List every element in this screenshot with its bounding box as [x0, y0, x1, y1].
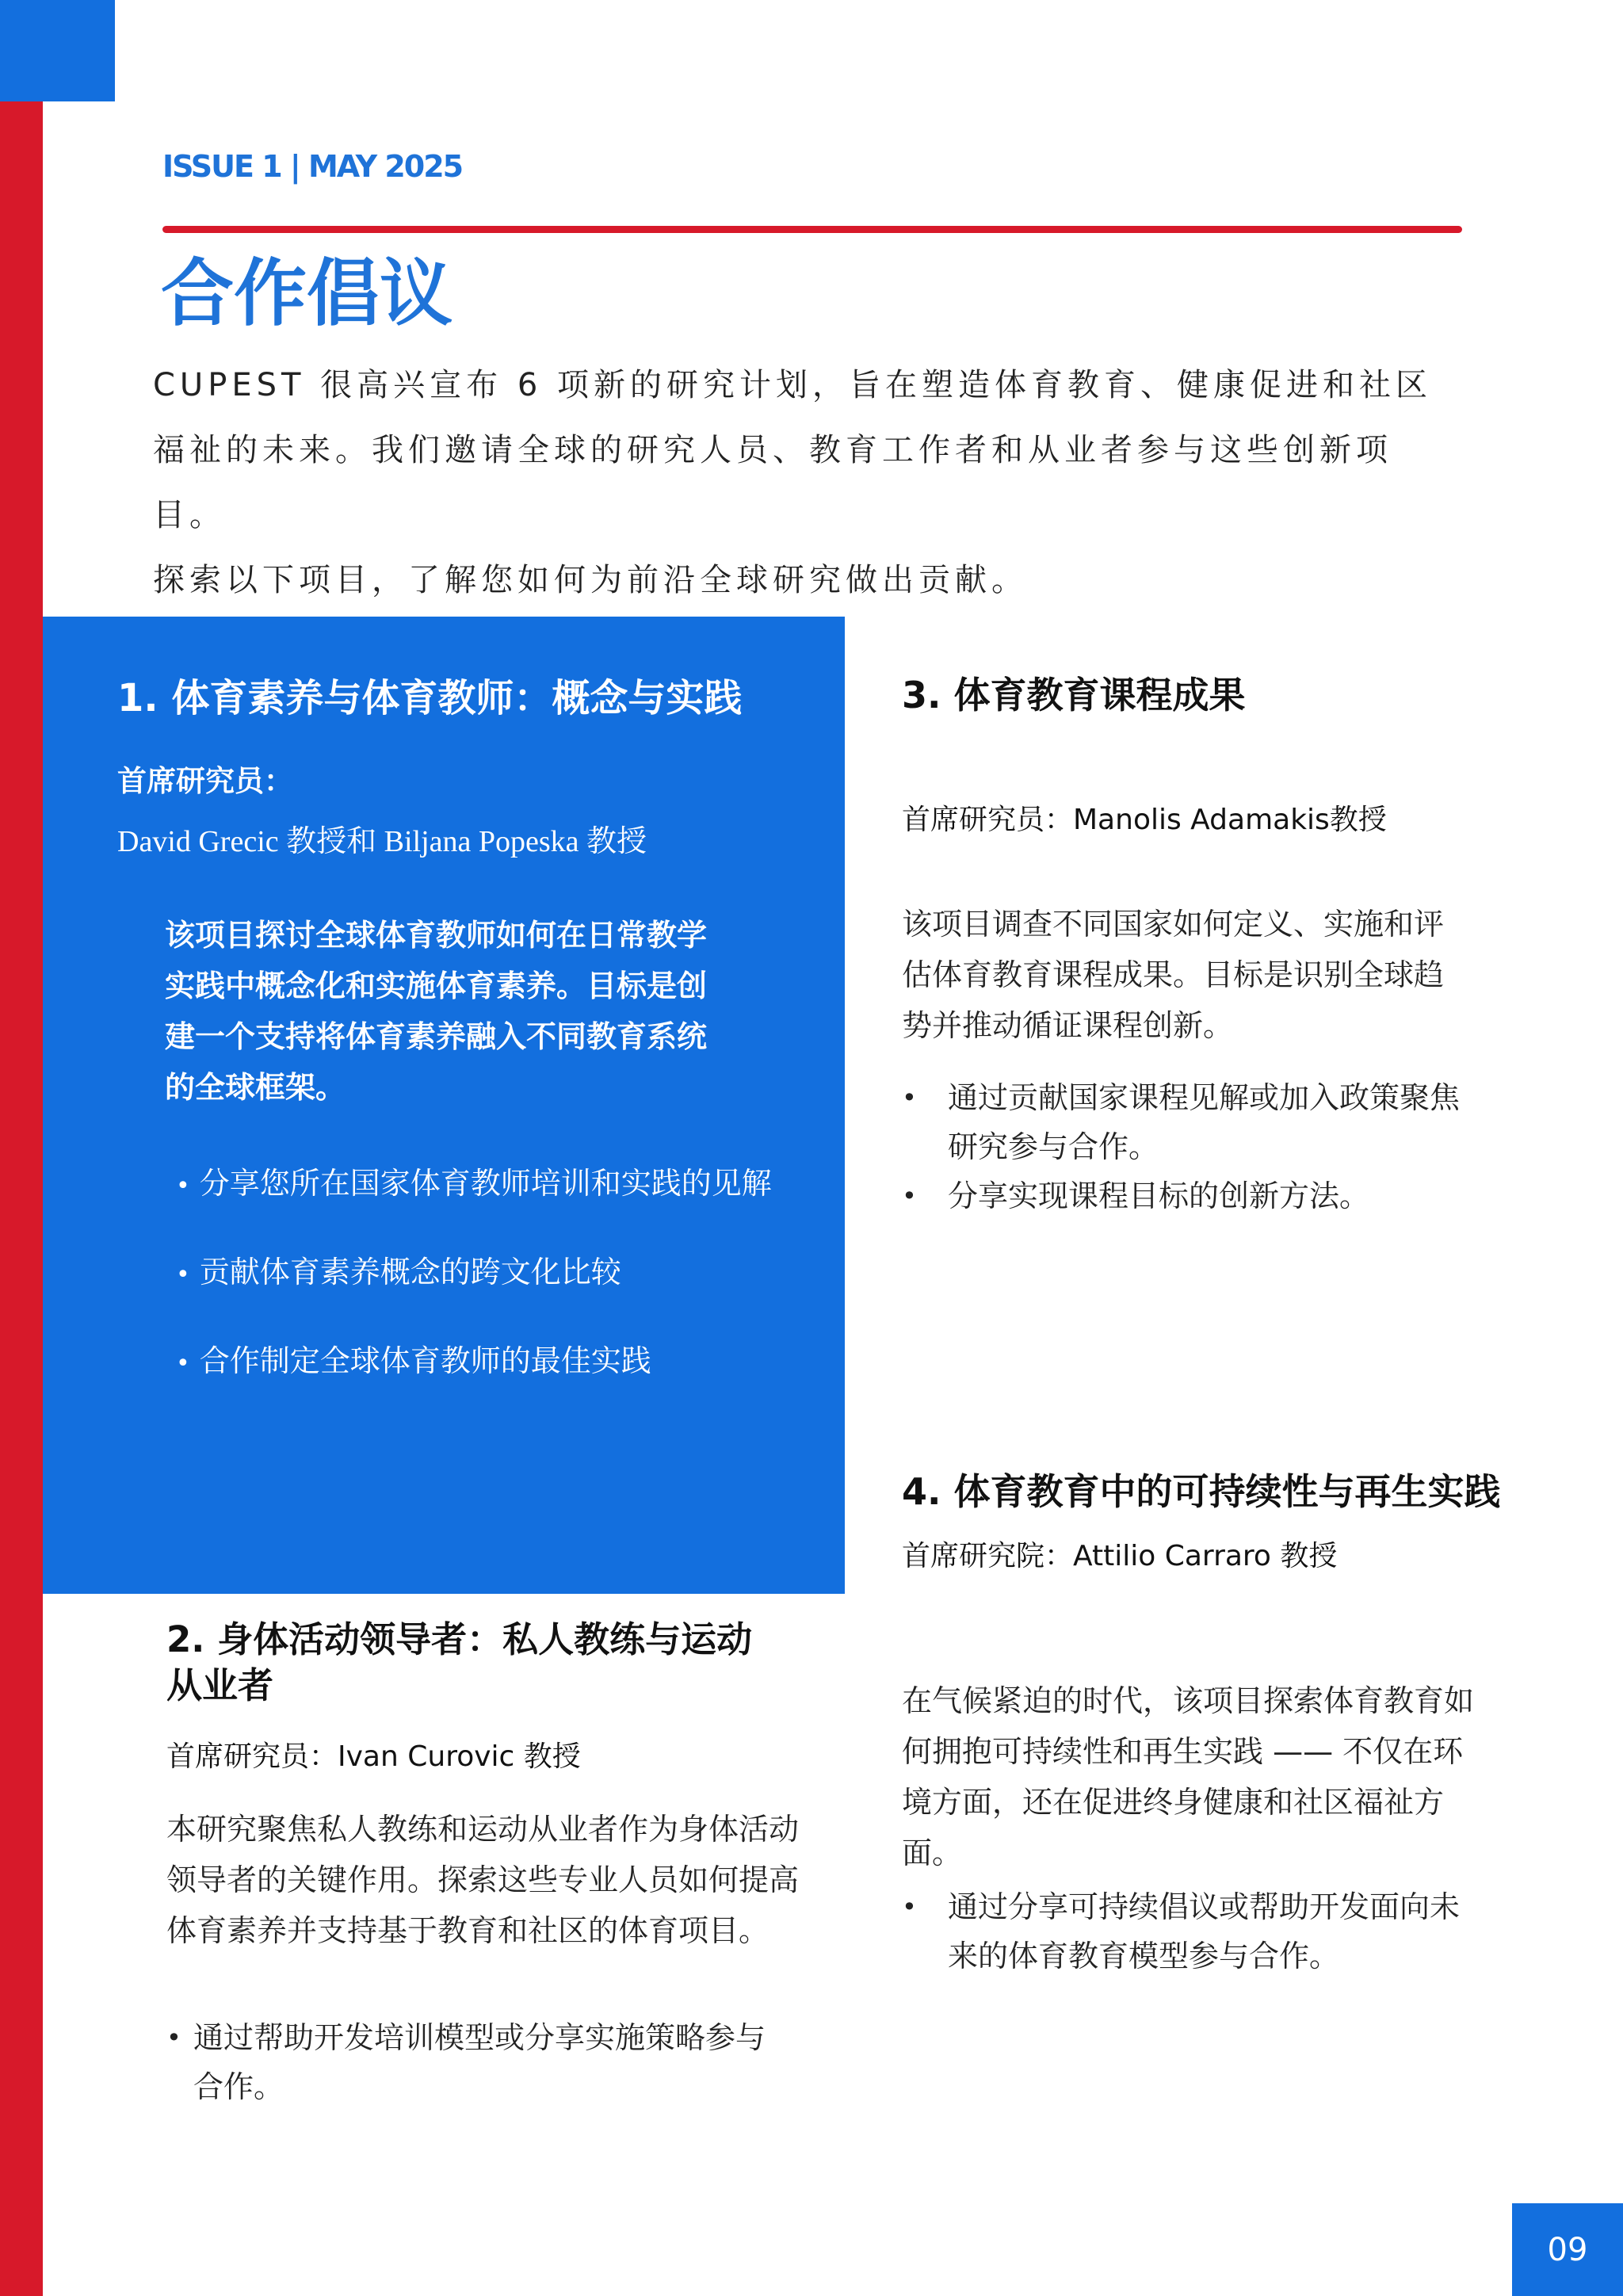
- intro-paragraph: CUPEST 很高兴宣布 6 项新的研究计划，旨在塑造体育教育、健康促进和社区福祉的未来。我们邀请全球的研究人员、教育工作者和从业者参与这些创新项目。: [153, 367, 1433, 533]
- project4-title: 4. 体育教育中的可持续性与再生实践: [902, 1470, 1501, 1513]
- list-item: • 分享您所在国家体育教师培训和实践的见解: [176, 1159, 772, 1247]
- project2-description: 本研究聚焦私人教练和运动从业者作为身体活动领导者的关键作用。探索这些专业人员如何提高体育素养并支持基于教育和社区的体育项目。: [166, 1812, 800, 1948]
- list-item: • 通过贡献国家课程见解或加入政策聚焦研究参与合作。: [902, 1073, 1472, 1171]
- project1-lead-label: 首席研究员：: [117, 764, 293, 798]
- project1-description: 该项目探讨全球体育教师如何在日常教学实践中概念化和实施体育素养。目标是创建一个支持将体育素养融入不同教育系统的全球框架。: [165, 918, 708, 1105]
- project4-description: 在气候紧迫的时代，该项目探索体育教育如何拥抱可持续性和再生实践 —— 不仅在环境方面，还在促进终身健康和社区福祉方面。: [902, 1683, 1475, 1870]
- list-item: • 贡献体育素养概念的跨文化比较: [176, 1247, 772, 1336]
- list-item: • 合作制定全球体育教师的最佳实践: [176, 1336, 772, 1425]
- project3-title: 3. 体育教育课程成果: [902, 674, 1246, 716]
- project1-leads: David Grecic 教授和 Biljana Popeska 教授: [117, 825, 647, 858]
- project2-title: 2. 身体活动领导者：私人教练与运动从业者: [166, 1618, 753, 1706]
- project3-bullets: [902, 1073, 1472, 1221]
- project2-bullets: [166, 2013, 769, 2111]
- project2-lead: 首席研究员：Ivan Curovic 教授: [166, 1740, 581, 1773]
- list-item: • 通过帮助开发培训模型或分享实施策略参与合作。: [166, 2013, 769, 2111]
- issue-label: ISSUE 1 | MAY 2025: [162, 149, 463, 184]
- header-divider: [162, 226, 1462, 233]
- project1-title: 1. 体育素养与体育教师：概念与实践: [117, 676, 743, 720]
- page-title: 合作倡议: [161, 251, 453, 336]
- left-accent-bar: [0, 0, 43, 2296]
- project3-description: 该项目调查不同国家如何定义、实施和评估体育教育课程成果。目标是识别全球趋势并推动循证课程创新。: [902, 907, 1445, 1043]
- list-item: • 分享实现课程目标的创新方法。: [902, 1171, 1472, 1221]
- project1-bullets: [176, 1159, 772, 1425]
- intro-cta: 探索以下项目，了解您如何为前沿全球研究做出贡献。: [153, 562, 1028, 598]
- corner-block: [0, 0, 115, 101]
- project3-lead: 首席研究员：Manolis Adamakis教授: [902, 804, 1387, 836]
- page-number: 09: [1512, 2203, 1623, 2296]
- project4-lead: 首席研究院：Attilio Carraro 教授: [902, 1540, 1338, 1572]
- project4-bullets: [902, 1882, 1465, 1981]
- intro: [153, 353, 1437, 613]
- list-item: • 通过分享可持续倡议或帮助开发面向未来的体育教育模型参与合作。: [902, 1882, 1465, 1981]
